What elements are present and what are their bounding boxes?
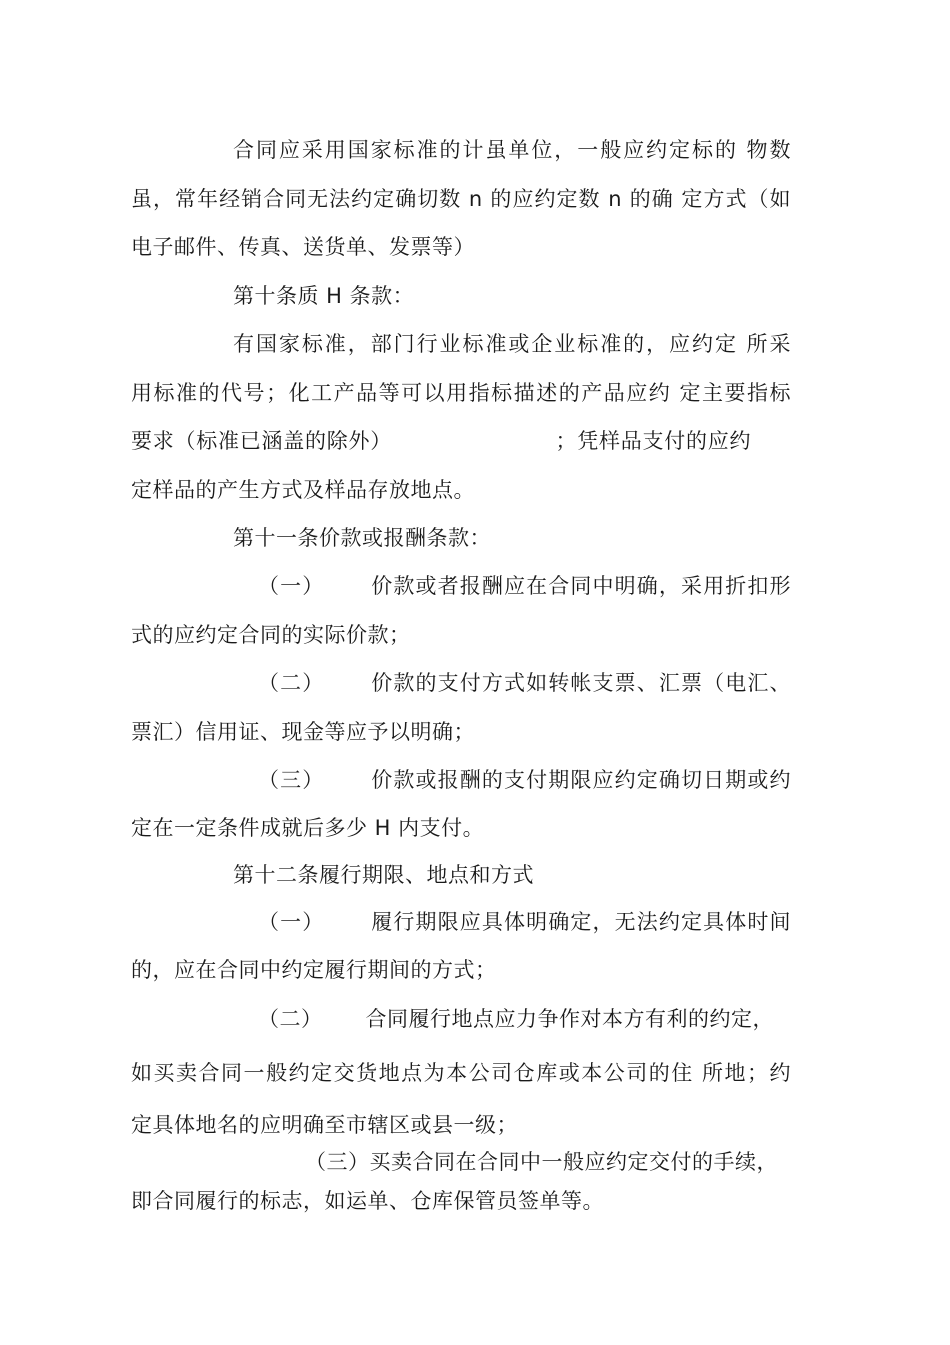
clause-11-1-line-1: （一） 价款或者报酬应在合同中明确，采用折扣形 — [258, 574, 791, 598]
clause-12-2-line-3: 定具体地名的应明确至市辖区或县一级； — [131, 1113, 518, 1137]
paragraph-line-2: 虽，常年经销合同无法约定确切数 n 的应约定数 n 的确 定方式（如 — [131, 187, 791, 211]
paragraph-line-6: 用标准的代号；化工产品等可以用指标描述的产品应约 定主要指标 — [131, 381, 791, 405]
paragraph-line-3: 电子邮件、传真、送货单、发票等） — [131, 235, 475, 259]
clause-12-2-line-1: （二） 合同履行地点应力争作对本方有利的约定， — [258, 1007, 775, 1031]
section-heading-article-10: 第十条质 H 条款： — [233, 284, 415, 308]
clause-11-2-line-2: 票汇）信用证、现金等应予以明确； — [131, 720, 475, 744]
clause-11-2-line-1: （二） 价款的支付方式如转帐支票、汇票（电汇、 — [258, 671, 791, 695]
paragraph-line-1: 合同应采用国家标准的计虽单位，一般应约定标的 物数 — [233, 138, 791, 162]
clause-12-3-line-1: （三）买卖合同在合同中一般应约定交付的手续， — [305, 1150, 778, 1174]
paragraph-line-8: 定样品的产生方式及样品存放地点。 — [131, 478, 475, 502]
clause-12-2-line-2: 如买卖合同一般约定交货地点为本公司仓库或本公司的住 所地；约 — [131, 1061, 791, 1085]
clause-12-1-line-1: （一） 履行期限应具体明确定，无法约定具体时间 — [258, 910, 791, 934]
clause-11-3-line-1: （三） 价款或报酬的支付期限应约定确切日期或约 — [258, 768, 791, 792]
clause-11-1-line-2: 式的应约定合同的实际价款； — [131, 623, 411, 647]
paragraph-line-7: 要求（标准已涵盖的除外） ；凭样品支付的应约 — [131, 429, 751, 453]
section-heading-article-12: 第十二条履行期限、地点和方式 — [233, 863, 534, 887]
section-heading-article-11: 第十一条价款或报酬条款： — [233, 526, 491, 550]
paragraph-line-5: 有国家标准，部门行业标准或企业标准的，应约定 所采 — [233, 332, 791, 356]
clause-12-1-line-2: 的，应在合同中约定履行期间的方式； — [131, 958, 497, 982]
clause-12-3-line-2: 即合同履行的标志，如运单、仓库保管员签单等。 — [131, 1189, 604, 1213]
clause-11-3-line-2: 定在一定条件成就后多少 H 内支付。 — [131, 816, 485, 840]
